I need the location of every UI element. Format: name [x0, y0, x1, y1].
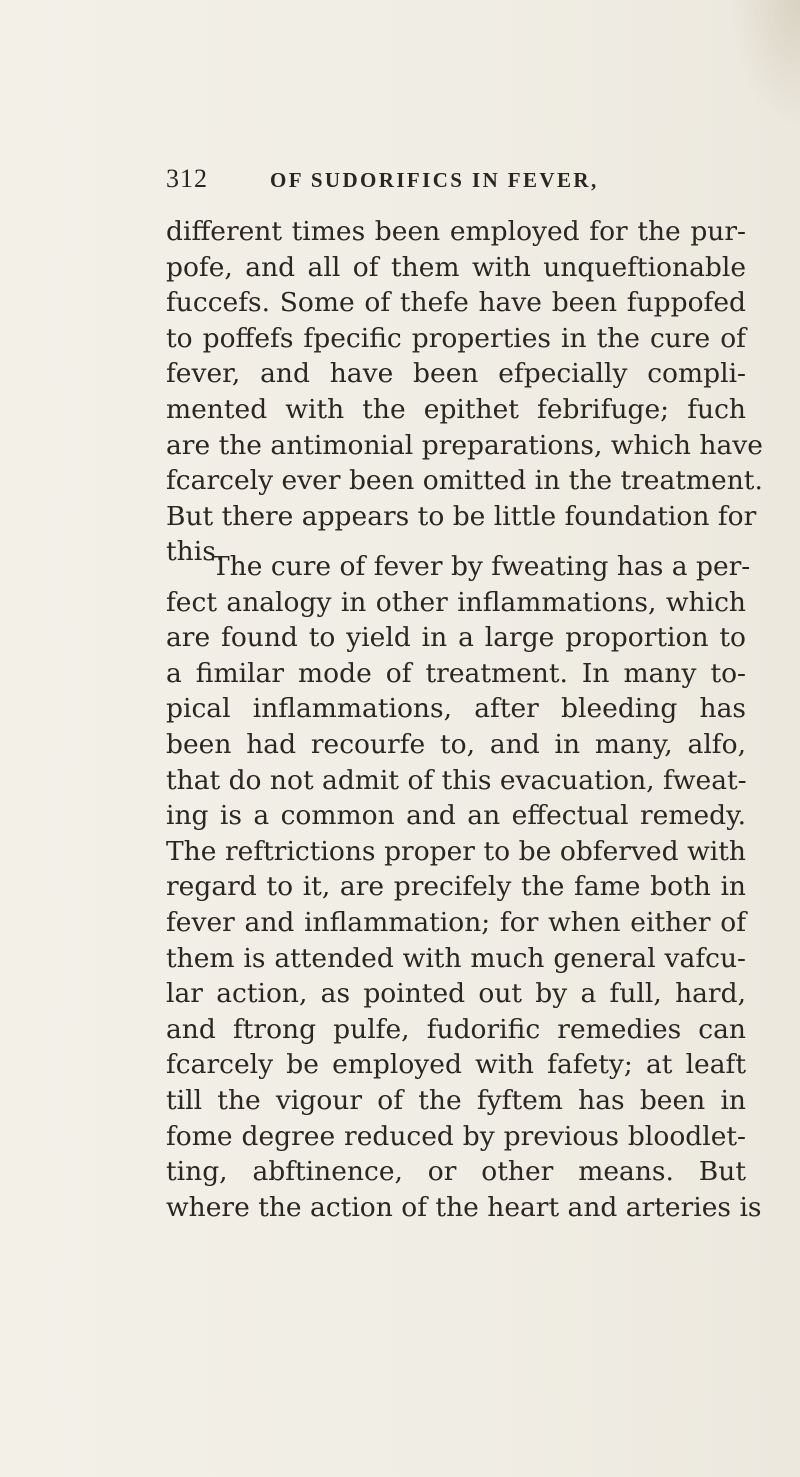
- text-line: fever, and have been efpecially compli-: [166, 358, 746, 390]
- text-line: fcarcely be employed with fafety; at leaft: [166, 1049, 746, 1081]
- paragraph-1: [166, 214, 763, 570]
- text-line: this.: [166, 536, 225, 568]
- text-line: mented with the epithet febrifuge; fuch: [166, 393, 746, 425]
- text-line: lar action, as pointed out by a full, hard,: [166, 978, 746, 1010]
- text-line: The cure of fever by fweating has a per-: [212, 551, 751, 582]
- text-line: are found to yield in a large proportion to: [166, 622, 746, 654]
- text-line: a fimilar mode of treatment. In many to-: [166, 657, 746, 689]
- text-line: them is attended with much general vafcu-: [166, 942, 746, 974]
- text-line: and ftrong pulfe, fudorific remedies can: [166, 1013, 746, 1045]
- running-head: [166, 164, 746, 204]
- text-line: pical inflammations, after bleeding has: [166, 693, 746, 725]
- text-line: But there appears to be little foundation for: [166, 500, 757, 532]
- text-line: different times been employed for the pur-: [166, 216, 746, 247]
- text-line: are the antimonial preparations, which have: [166, 429, 763, 461]
- text-line: fcarcely ever been omitted in the treatment.: [166, 465, 763, 497]
- text-line: fever and inflammation; for when either of: [166, 906, 746, 938]
- text-line: where the action of the heart and arteries is: [166, 1191, 762, 1223]
- text-line: ing is a common and an effectual remedy.: [166, 800, 746, 832]
- text-line: regard to it, are precifely the fame both in: [166, 871, 746, 903]
- text-line: fuccefs. Some of thefe have been fuppofed: [166, 287, 746, 319]
- text-line: ting, abftinence, or other means. But: [166, 1156, 746, 1188]
- running-title: OF SUDORIFICS IN FEVER,: [270, 168, 599, 192]
- page-corner-shadow: [730, 0, 800, 130]
- text-line: that do not admit of this evacuation, fweat-: [166, 764, 747, 796]
- text-line: till the vigour of the fyftem has been in: [166, 1084, 746, 1116]
- text-line: fect analogy in other inflammations, which: [166, 586, 746, 618]
- text-line: The reftrictions proper to be obferved with: [166, 835, 746, 867]
- paragraph-2: [166, 549, 762, 1225]
- text-line: been had recourfe to, and in many, alfo,: [166, 728, 746, 760]
- page-number: 312: [166, 164, 208, 193]
- text-line: fome degree reduced by previous bloodlet-: [166, 1120, 746, 1152]
- text-line: pofe, and all of them with unqueftionable: [166, 251, 746, 283]
- text-line: to poffefs fpecific properties in the cure of: [166, 322, 746, 354]
